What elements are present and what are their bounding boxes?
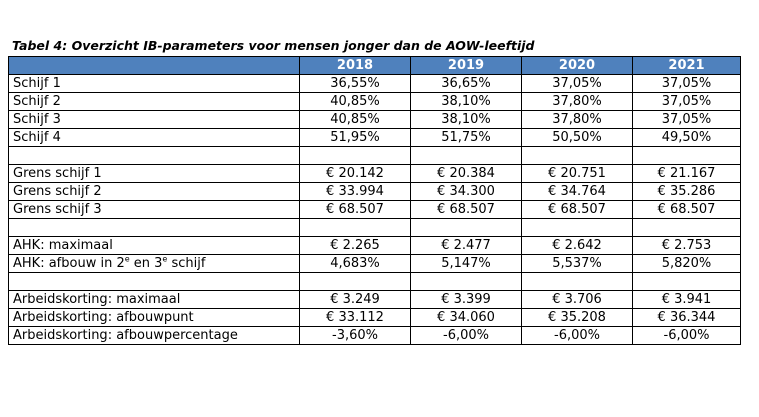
table-row xyxy=(9,327,741,345)
cell-value: € 3.249 xyxy=(300,291,411,309)
cell-value: 4,683% xyxy=(300,255,411,273)
label-part: AHK: afbouw in 2 xyxy=(13,256,125,271)
cell-value: 36,55% xyxy=(300,75,411,93)
empty-cell xyxy=(411,147,522,165)
cell-value: € 68.507 xyxy=(522,201,633,219)
row-label: Schijf 2 xyxy=(9,93,300,111)
cell-value: -6,00% xyxy=(633,327,741,345)
cell-value: € 33.994 xyxy=(300,183,411,201)
table-row xyxy=(9,183,741,201)
table-row xyxy=(9,237,741,255)
cell-value: € 3.399 xyxy=(411,291,522,309)
cell-value: 37,05% xyxy=(633,75,741,93)
row-label: Arbeidskorting: afbouwpunt xyxy=(9,309,300,327)
empty-cell xyxy=(411,219,522,237)
cell-value: 50,50% xyxy=(522,129,633,147)
empty-cell xyxy=(300,273,411,291)
cell-value: 51,95% xyxy=(300,129,411,147)
label-superscript: e xyxy=(124,254,130,264)
cell-value: 5,820% xyxy=(633,255,741,273)
row-label: Schijf 4 xyxy=(9,129,300,147)
header-year-2021: 2021 xyxy=(633,57,741,75)
cell-value: € 35.208 xyxy=(522,309,633,327)
empty-cell xyxy=(9,273,300,291)
ib-parameters-table xyxy=(8,56,741,345)
empty-cell xyxy=(9,219,300,237)
cell-value: € 36.344 xyxy=(633,309,741,327)
cell-value: € 3.941 xyxy=(633,291,741,309)
cell-value: € 3.706 xyxy=(522,291,633,309)
empty-cell xyxy=(411,273,522,291)
header-year-2018: 2018 xyxy=(300,57,411,75)
table-row xyxy=(9,255,741,273)
header-label-cell xyxy=(9,57,300,75)
row-label: Arbeidskorting: afbouwpercentage xyxy=(9,327,300,345)
cell-value: € 34.060 xyxy=(411,309,522,327)
table-row xyxy=(9,291,741,309)
cell-value: € 2.265 xyxy=(300,237,411,255)
table-row xyxy=(9,129,741,147)
cell-value: 49,50% xyxy=(633,129,741,147)
row-label: Grens schijf 1 xyxy=(9,165,300,183)
cell-value: € 2.753 xyxy=(633,237,741,255)
spacer-row xyxy=(9,219,741,237)
cell-value: 37,05% xyxy=(633,111,741,129)
cell-value: 37,05% xyxy=(633,93,741,111)
cell-value: € 35.286 xyxy=(633,183,741,201)
empty-cell xyxy=(300,147,411,165)
spacer-row xyxy=(9,147,741,165)
cell-value: 36,65% xyxy=(411,75,522,93)
empty-cell xyxy=(633,273,741,291)
cell-value: € 2.477 xyxy=(411,237,522,255)
cell-value: 5,537% xyxy=(522,255,633,273)
empty-cell xyxy=(9,147,300,165)
row-label: Schijf 3 xyxy=(9,111,300,129)
header-year-2020: 2020 xyxy=(522,57,633,75)
cell-value: € 68.507 xyxy=(411,201,522,219)
label-part: en 3 xyxy=(129,256,163,271)
empty-cell xyxy=(300,219,411,237)
empty-cell xyxy=(522,219,633,237)
cell-value: € 68.507 xyxy=(633,201,741,219)
cell-value: -3,60% xyxy=(300,327,411,345)
row-label: Grens schijf 2 xyxy=(9,183,300,201)
row-label: Grens schijf 3 xyxy=(9,201,300,219)
cell-value: € 33.112 xyxy=(300,309,411,327)
cell-value: -6,00% xyxy=(411,327,522,345)
table-row xyxy=(9,309,741,327)
label-superscript: e xyxy=(162,254,168,264)
spacer-row xyxy=(9,273,741,291)
cell-value: 40,85% xyxy=(300,111,411,129)
cell-value: 37,80% xyxy=(522,93,633,111)
header-year-2019: 2019 xyxy=(411,57,522,75)
cell-value: € 21.167 xyxy=(633,165,741,183)
cell-value: 40,85% xyxy=(300,93,411,111)
cell-value: 38,10% xyxy=(411,93,522,111)
cell-value: € 68.507 xyxy=(300,201,411,219)
row-label: Arbeidskorting: maximaal xyxy=(9,291,300,309)
cell-value: 37,05% xyxy=(522,75,633,93)
cell-value: € 20.751 xyxy=(522,165,633,183)
cell-value: € 20.384 xyxy=(411,165,522,183)
table-row xyxy=(9,75,741,93)
empty-cell xyxy=(633,219,741,237)
row-label xyxy=(9,255,300,273)
row-label: Schijf 1 xyxy=(9,75,300,93)
table-caption: Tabel 4: Overzicht IB-parameters voor mensen jonger dan de AOW-leeftijd xyxy=(12,38,535,53)
cell-value: 51,75% xyxy=(411,129,522,147)
table-row xyxy=(9,111,741,129)
empty-cell xyxy=(633,147,741,165)
empty-cell xyxy=(522,147,633,165)
header-row xyxy=(9,57,741,75)
cell-value: 38,10% xyxy=(411,111,522,129)
label-part: schijf xyxy=(167,256,206,271)
table-row xyxy=(9,201,741,219)
cell-value: € 20.142 xyxy=(300,165,411,183)
cell-value: € 34.764 xyxy=(522,183,633,201)
empty-cell xyxy=(522,273,633,291)
table-row xyxy=(9,165,741,183)
cell-value: € 34.300 xyxy=(411,183,522,201)
table-row xyxy=(9,93,741,111)
cell-value: 5,147% xyxy=(411,255,522,273)
cell-value: -6,00% xyxy=(522,327,633,345)
cell-value: € 2.642 xyxy=(522,237,633,255)
cell-value: 37,80% xyxy=(522,111,633,129)
row-label: AHK: maximaal xyxy=(9,237,300,255)
